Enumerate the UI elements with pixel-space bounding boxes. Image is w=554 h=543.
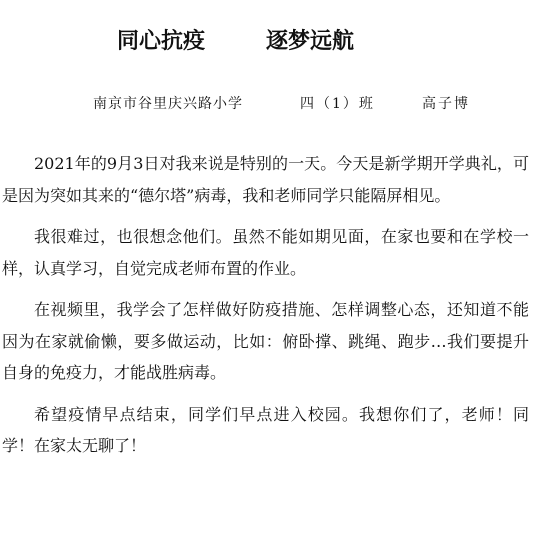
paragraph-1: 2021年的9月3日对我来说是特别的一天。今天是新学期开学典礼，可是因为突如其来的“德尔塔”病毒，我和老师同学只能隔屏相见。 [2, 154, 529, 205]
essay-body [2, 148, 529, 462]
author-name: 高子博 [422, 96, 470, 112]
paragraph-2: 我很难过，也很想念他们。虽然不能如期见面，在家也要和在学校一样，认真学习，自觉完成老师布置的作业。 [2, 227, 529, 278]
title-part-2: 逐梦远航 [266, 29, 355, 54]
paragraph-3: 在视频里，我学会了怎样做好防疫措施、怎样调整心态，还知道不能因为在家就偷懒，要多做运动，比如：俯卧撑、跳绳、跑步…我们要提升自身的免疫力，才能战胜病毒。 [2, 300, 529, 382]
paragraph-4: 希望疫情早点结束，同学们早点进入校园。我想你们了，老师！同学！在家太无聊了！ [2, 404, 529, 455]
title-part-1: 同心抗疫 [117, 29, 206, 54]
school-name: 南京市谷里庆兴路小学 [93, 96, 243, 112]
class-name: 四（1）班 [300, 96, 375, 112]
